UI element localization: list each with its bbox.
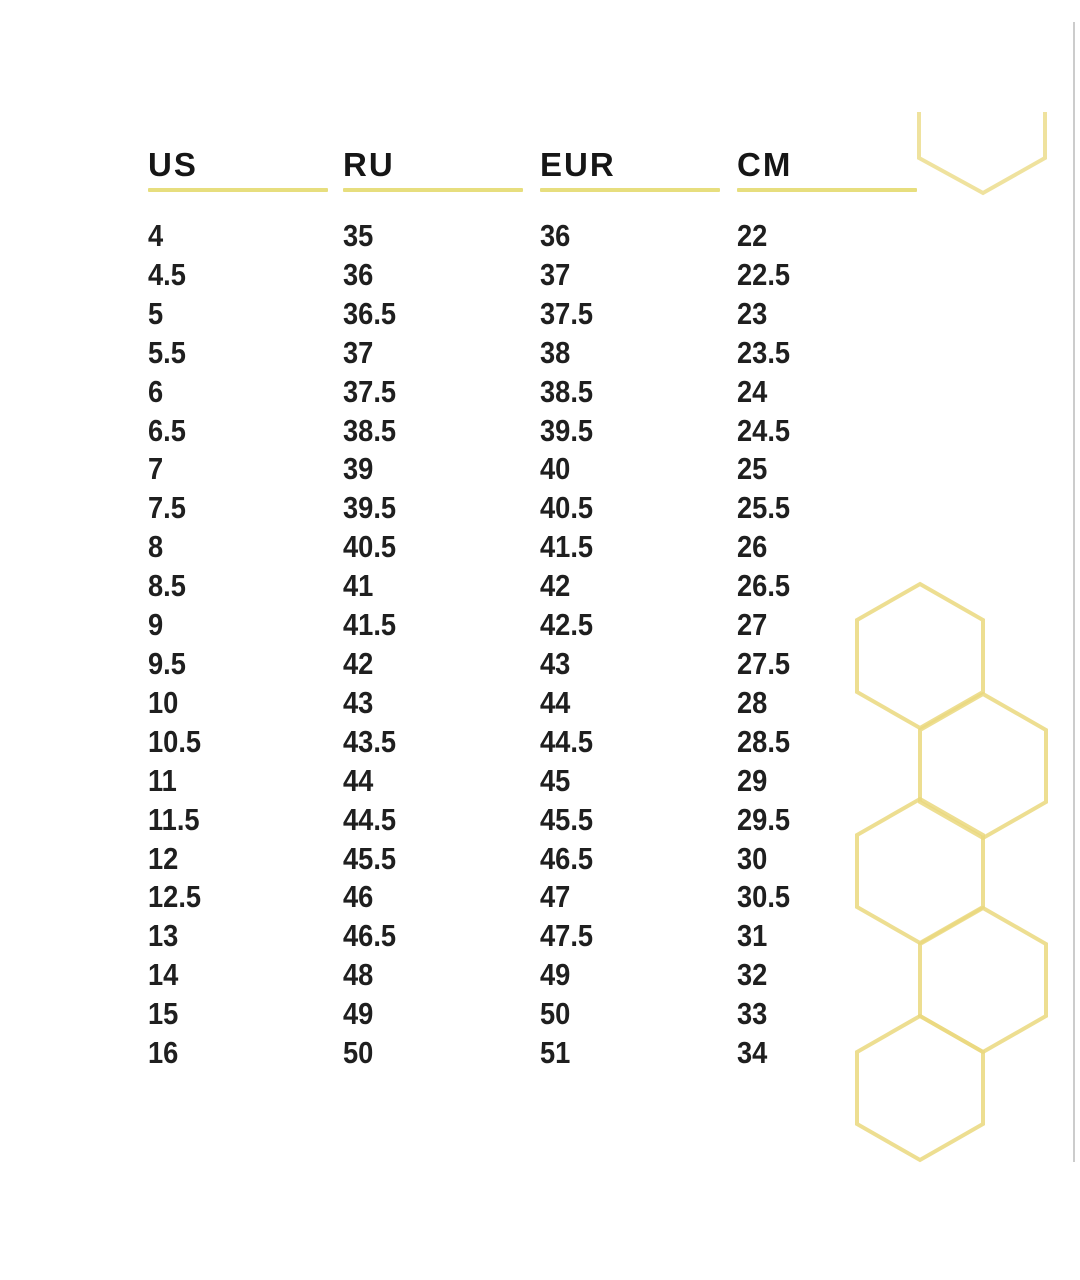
table-cell: 23.5 (737, 334, 791, 370)
table-cell: 4.5 (148, 256, 186, 292)
table-cell: 39.5 (343, 490, 397, 526)
table-cell: 7.5 (148, 490, 186, 526)
header-cell-cm (737, 146, 927, 192)
table-cell: 23 (737, 295, 768, 331)
table-cell: 7 (148, 451, 164, 487)
table-cell: 22 (737, 218, 768, 253)
column-header-eur: EUR (540, 146, 616, 183)
table-cell: 47.5 (540, 918, 594, 954)
table-cell: 25 (737, 451, 768, 487)
table-cell: 12 (148, 840, 179, 876)
table-cell: 32 (737, 957, 768, 993)
table-cell: 49 (540, 957, 571, 993)
table-cell: 36 (540, 218, 571, 253)
table-cell: 24 (737, 373, 768, 409)
table-cell: 46.5 (540, 840, 594, 876)
header-underline (343, 188, 523, 192)
table-cell: 30 (737, 840, 768, 876)
column-header-cm: CM (737, 146, 793, 183)
table-cell: 34 (737, 1035, 768, 1071)
table-cell: 4 (148, 218, 164, 253)
table-cell: 30.5 (737, 879, 791, 915)
table-cell: 44.5 (540, 723, 594, 759)
table-cell: 39 (343, 451, 374, 487)
table-cell: 47 (540, 879, 571, 915)
table-cell: 43 (343, 684, 374, 720)
table-cell: 37 (540, 256, 571, 292)
table-cell: 33 (737, 996, 768, 1032)
table-cell: 27.5 (737, 645, 791, 681)
table-cell: 28.5 (737, 723, 791, 759)
column-header-us: US (148, 146, 198, 183)
table-cell: 31 (737, 918, 768, 954)
header-underline (148, 188, 328, 192)
table-cell: 37.5 (540, 295, 594, 331)
table-cell: 5 (148, 295, 164, 331)
table-cell: 43 (540, 645, 571, 681)
table-cell: 5.5 (148, 334, 186, 370)
table-cell: 16 (148, 1035, 179, 1071)
table-cell: 42.5 (540, 607, 594, 643)
table-cell: 38.5 (540, 373, 594, 409)
table-cell: 43.5 (343, 723, 397, 759)
table-cell: 8.5 (148, 568, 186, 604)
table-cell: 24.5 (737, 412, 791, 448)
table-cell: 22.5 (737, 256, 791, 292)
table-cell: 35 (343, 218, 374, 253)
table-cell: 26.5 (737, 568, 791, 604)
table-cell: 40.5 (343, 529, 397, 565)
table-cell: 9 (148, 607, 164, 643)
table-cell: 10 (148, 684, 179, 720)
table-cell: 36.5 (343, 295, 397, 331)
table-cell: 11 (148, 762, 177, 798)
table-cell: 29 (737, 762, 768, 798)
table-cell: 6 (148, 373, 164, 409)
table-cell: 37.5 (343, 373, 397, 409)
table-cell: 48 (343, 957, 374, 993)
table-cell: 37 (343, 334, 374, 370)
table-header-row (148, 146, 948, 192)
table-cell: 41.5 (540, 529, 594, 565)
table-cell: 38.5 (343, 412, 397, 448)
table-cell: 41.5 (343, 607, 397, 643)
table-cell: 46 (343, 879, 374, 915)
table-cell: 42 (343, 645, 374, 681)
table-cell: 38 (540, 334, 571, 370)
table-cell: 36 (343, 256, 374, 292)
table-cell: 42 (540, 568, 571, 604)
table-cell: 45.5 (343, 840, 397, 876)
table-cell: 50 (540, 996, 571, 1032)
table-cell: 13 (148, 918, 179, 954)
table-cell: 44.5 (343, 801, 397, 837)
table-cell: 28 (737, 684, 768, 720)
size-conversion-table (148, 146, 948, 1073)
table-cell: 29.5 (737, 801, 791, 837)
table-cell: 14 (148, 957, 179, 993)
table-cell: 46.5 (343, 918, 397, 954)
table-cell: 40.5 (540, 490, 594, 526)
column-header-ru: RU (343, 146, 395, 183)
table-cell: 11.5 (148, 801, 200, 837)
table-cell: 12.5 (148, 879, 202, 915)
table-cell: 44 (540, 684, 571, 720)
header-underline (737, 188, 917, 192)
table-cell: 39.5 (540, 412, 594, 448)
header-cell-us (148, 146, 343, 192)
table-cell: 6.5 (148, 412, 186, 448)
header-cell-ru (343, 146, 540, 192)
header-cell-eur (540, 146, 737, 192)
table-cell: 51 (540, 1035, 571, 1071)
table-cell: 41 (343, 568, 374, 604)
table-cell: 9.5 (148, 645, 186, 681)
table-cell: 25.5 (737, 490, 791, 526)
table-body (148, 217, 948, 1073)
table-cell: 15 (148, 996, 179, 1032)
table-cell: 49 (343, 996, 374, 1032)
table-cell: 45 (540, 762, 571, 798)
table-cell: 50 (343, 1035, 374, 1071)
page-edge-line (1073, 22, 1075, 1162)
table-cell: 8 (148, 529, 164, 565)
table-cell: 10.5 (148, 723, 202, 759)
table-cell: 45.5 (540, 801, 594, 837)
header-underline (540, 188, 720, 192)
table-cell: 40 (540, 451, 571, 487)
table-cell: 27 (737, 607, 768, 643)
table-cell: 44 (343, 762, 374, 798)
table-cell: 26 (737, 529, 768, 565)
